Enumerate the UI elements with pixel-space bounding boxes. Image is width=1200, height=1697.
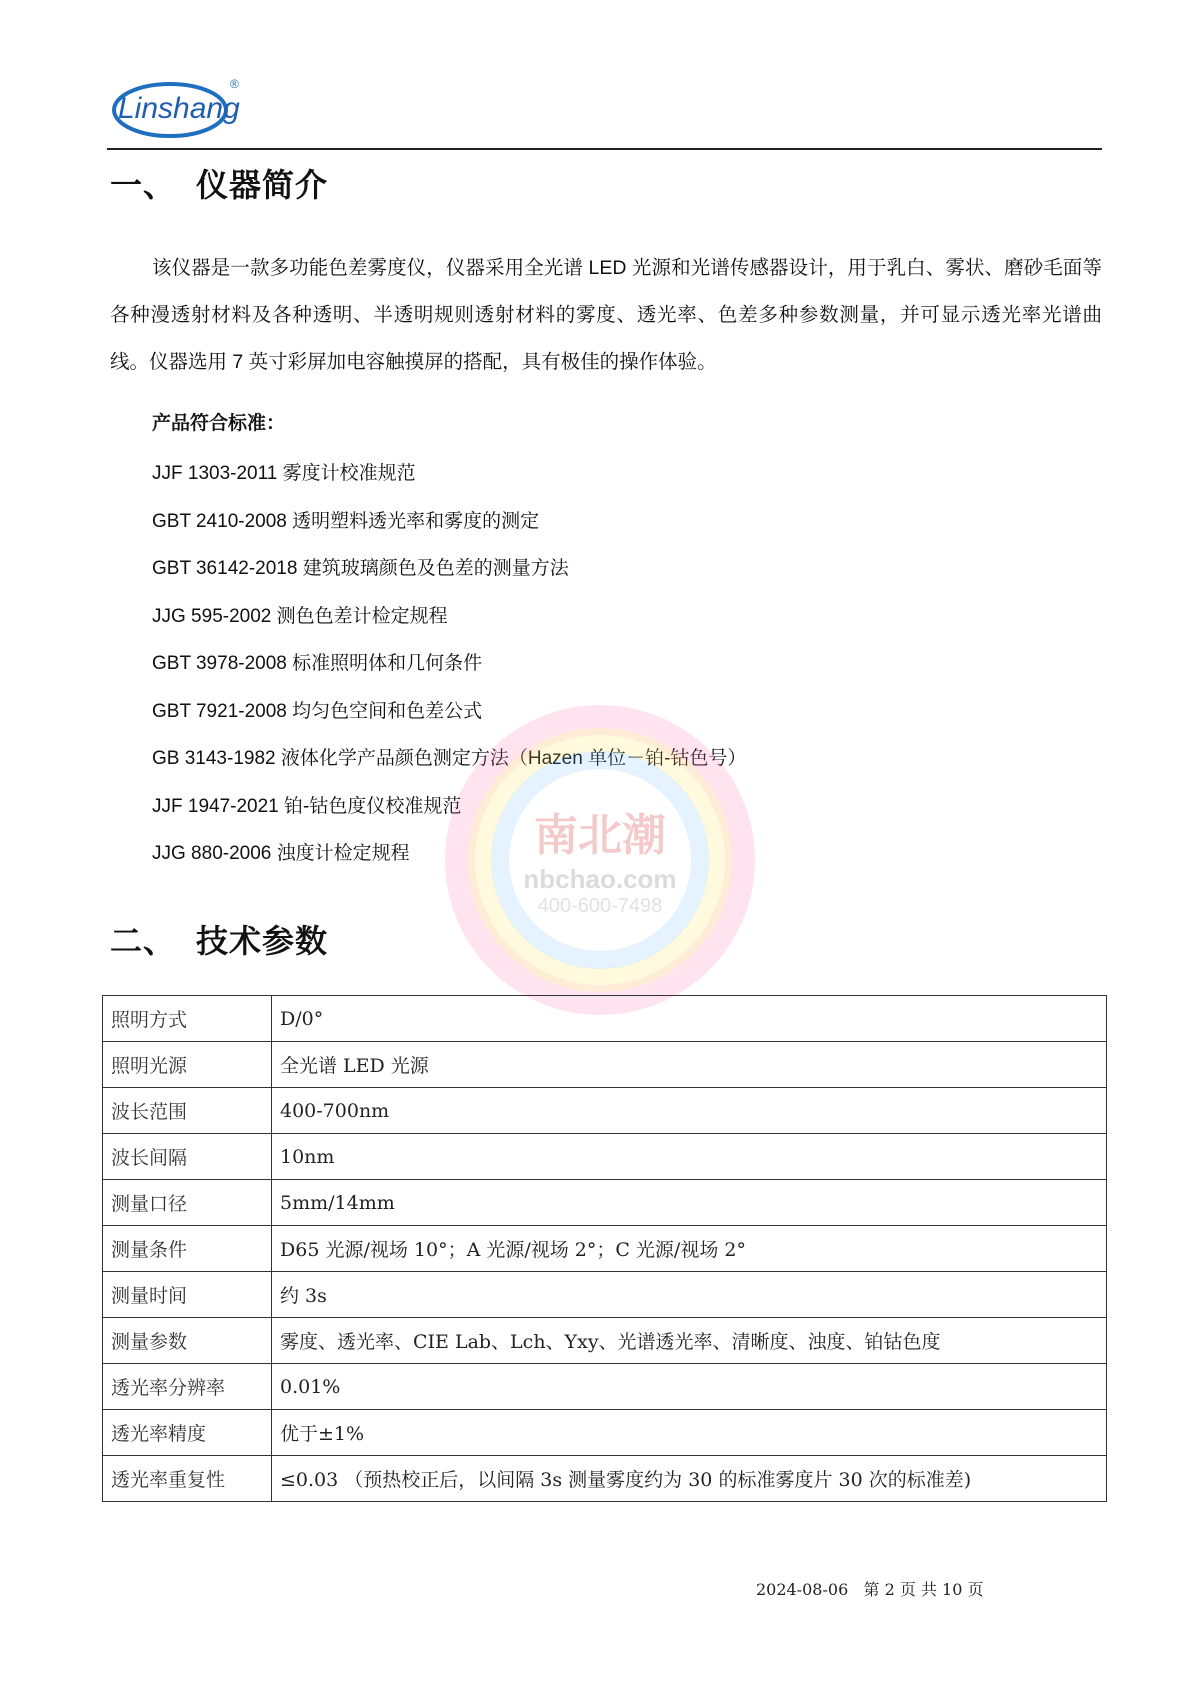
spec-label: 测量口径 [103, 1180, 272, 1226]
header-rule [107, 148, 1102, 150]
spec-label: 测量条件 [103, 1226, 272, 1272]
spec-label: 测量时间 [103, 1272, 272, 1318]
spec-row [103, 1318, 1107, 1364]
footer-date: 2024-08-06 [756, 1580, 849, 1599]
spec-table [102, 995, 1107, 1502]
spec-row [103, 1456, 1107, 1502]
spec-row [103, 1134, 1107, 1180]
standard-item: GBT 7921-2008 均匀色空间和色差公式 [152, 700, 483, 722]
spec-label: 照明方式 [103, 996, 272, 1042]
page-footer [756, 1577, 984, 1600]
nbchao-watermark [420, 690, 780, 1030]
standards-title: 产品符合标准： [152, 412, 286, 434]
spec-value: 0.01% [272, 1364, 1107, 1410]
spec-row [103, 1180, 1107, 1226]
section-heading-specs: 二、 技术参数 [110, 922, 329, 960]
spec-value: D/0° [272, 996, 1107, 1042]
spec-label: 测量参数 [103, 1318, 272, 1364]
spec-value: 全光谱 LED 光源 [272, 1042, 1107, 1088]
section-heading-intro: 一、 仪器简介 [110, 166, 329, 204]
standard-item: JJF 1303-2011 雾度计校准规范 [152, 463, 416, 484]
spec-row [103, 1272, 1107, 1318]
standard-item: JJF 1947-2021 铂-钴色度仪校准规范 [152, 795, 462, 817]
svg-text:南北潮: 南北潮 [534, 811, 666, 860]
standard-item: GBT 36142-2018 建筑玻璃颜色及色差的测量方法 [152, 558, 569, 579]
spec-value: 5mm/14mm [272, 1180, 1107, 1226]
spec-value: ≤0.03 （预热校正后，以间隔 3s 测量雾度约为 30 的标准雾度片 30 次的标准差) [272, 1456, 1107, 1502]
spec-label: 波长范围 [103, 1088, 272, 1134]
standard-item: GBT 2410-2008 透明塑料透光率和雾度的测定 [152, 510, 540, 532]
linshang-logo [112, 72, 252, 142]
spec-value: D65 光源/视场 10°；A 光源/视场 2°；C 光源/视场 2° [272, 1226, 1107, 1272]
spec-label: 照明光源 [103, 1042, 272, 1088]
svg-text:®: ® [230, 77, 239, 91]
spec-label: 波长间隔 [103, 1134, 272, 1180]
spec-row [103, 1364, 1107, 1410]
spec-value: 优于±1% [272, 1410, 1107, 1456]
standard-item: JJG 595-2002 测色色差计检定规程 [152, 605, 448, 627]
spec-value: 雾度、透光率、CIE Lab、Lch、Yxy、光谱透光率、清晰度、浊度、铂钴色度 [272, 1318, 1107, 1364]
spec-label: 透光率精度 [103, 1410, 272, 1456]
standard-item: JJG 880-2006 浊度计检定规程 [152, 843, 410, 864]
spec-label: 透光率重复性 [103, 1456, 272, 1502]
svg-text:nbchao.com: nbchao.com [523, 864, 677, 894]
spec-row [103, 1410, 1107, 1456]
spec-value: 400-700nm [272, 1088, 1107, 1134]
spec-row [103, 1042, 1107, 1088]
footer-page: 第 2 页 共 10 页 [863, 1580, 984, 1599]
intro-paragraph: 该仪器是一款多功能色差雾度仪，仪器采用全光谱 LED 光源和光谱传感器设计，用于乳白、雾状、磨砂毛面等各种漫透射材料及各种透明、半透明规则透射材料的雾度、透光率、色差多种参数测量，并可显示透光率光谱曲线。仪器选用 7 英寸彩屏加电容触摸屏的搭配，具有极佳的操作体验。 [110, 257, 1102, 373]
spec-row [103, 1226, 1107, 1272]
standard-item: GBT 3978-2008 标准照明体和几何条件 [152, 653, 483, 674]
standard-item: GB 3143-1982 液体化学产品颜色测定方法（Hazen 单位－铂-钴色号） [152, 748, 747, 769]
spec-value: 10nm [272, 1134, 1107, 1180]
svg-text:400-600-7498: 400-600-7498 [537, 895, 663, 917]
spec-label: 透光率分辨率 [103, 1364, 272, 1410]
spec-row [103, 996, 1107, 1042]
spec-value: 约 3s [272, 1272, 1107, 1318]
svg-text:Linshang: Linshang [118, 92, 240, 125]
spec-row [103, 1088, 1107, 1134]
